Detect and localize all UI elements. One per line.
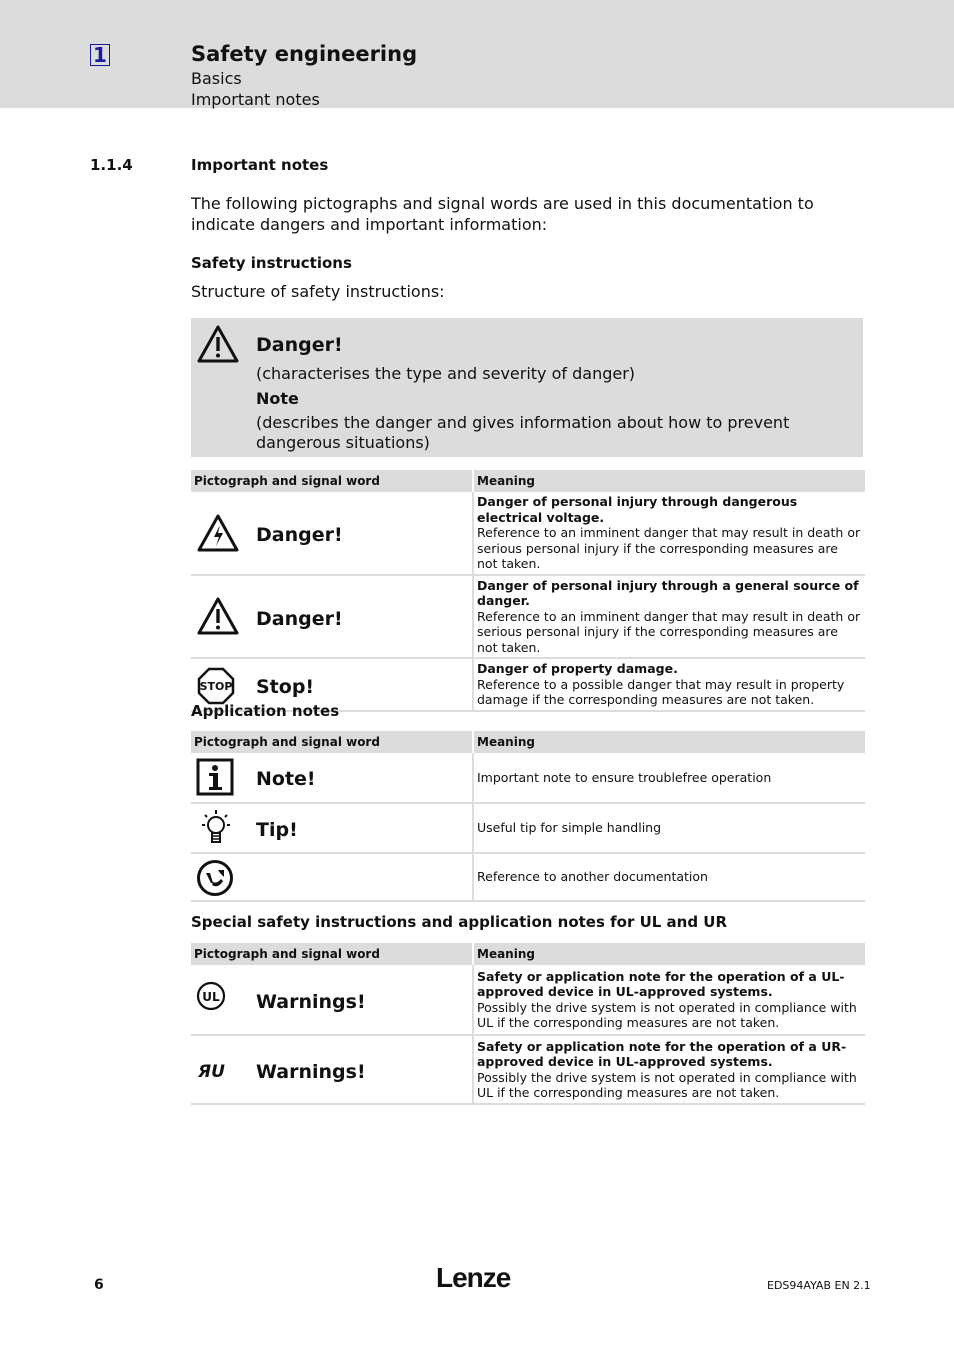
meaning-text: Important note to ensure troublefree operation [477, 769, 772, 785]
safety-table-header-pictograph: Pictograph and signal word [191, 470, 473, 492]
signal-word: Tip! [256, 819, 298, 841]
meaning-title: Danger of personal injury through a general source of danger. [477, 577, 859, 608]
ul-mark-icon [196, 981, 226, 1015]
signal-word: Danger! [256, 524, 343, 547]
general-danger-icon [196, 596, 240, 640]
table-row [191, 965, 865, 1035]
svg-text:UL: UL [202, 990, 220, 1004]
meaning-title: Safety or application note for the operation of a UR-approved device in UL-approved systems. [477, 1038, 847, 1069]
signal-word: Warnings! [256, 991, 366, 1013]
ul-table-header-meaning: Meaning [473, 943, 865, 965]
section-title: Important notes [191, 156, 329, 174]
meaning-text: Reference to another documentation [477, 869, 708, 885]
chapter-number-link[interactable]: 1 [90, 44, 110, 66]
lightbulb-icon [196, 809, 236, 851]
breadcrumb-important-notes: Important notes [191, 90, 320, 109]
meaning-title: Danger of property damage. [477, 661, 678, 677]
ul-notes-heading: Special safety instructions and application notes for UL and UR [191, 913, 728, 931]
intro-paragraph: The following pictographs and signal words are used in this documentation to indicate dangers and important information: [191, 194, 814, 234]
meaning-text: Possibly the drive system is not operated in compliance with UL if the corresponding measures are not taken. [477, 1069, 857, 1100]
application-table-header-pictograph: Pictograph and signal word [191, 731, 473, 753]
electrical-danger-icon [196, 513, 240, 557]
meaning-text: Reference to an imminent danger that may result in death or serious personal injury if the corresponding measures are not taken. [477, 525, 861, 571]
table-row [191, 803, 865, 853]
danger-box-title: Danger! [256, 334, 343, 356]
ul-table-header-pictograph: Pictograph and signal word [191, 943, 473, 965]
signal-word: Danger! [256, 607, 343, 630]
application-notes-table [191, 731, 865, 902]
chapter-title: Safety engineering [191, 42, 418, 66]
signal-word: Warnings! [256, 1061, 366, 1083]
meaning-title: Danger of personal injury through dangerous electrical voltage. [477, 494, 798, 525]
reference-icon [196, 859, 234, 901]
general-danger-icon [196, 324, 240, 368]
info-icon [196, 758, 234, 800]
safety-table [191, 470, 865, 712]
table-row [191, 492, 865, 575]
table-row [191, 853, 865, 901]
section-number: 1.1.4 [90, 156, 133, 174]
lenze-logo: Lenze [436, 1262, 511, 1293]
danger-box-note-label: Note [256, 389, 299, 408]
ul-notes-table [191, 943, 865, 1105]
meaning-text: Reference to a possible danger that may result in property damage if the corresponding measures are not taken. [477, 676, 845, 708]
table-row [191, 575, 865, 659]
signal-word: Stop! [256, 676, 315, 698]
structure-label: Structure of safety instructions: [191, 282, 445, 301]
svg-text:STOP: STOP [199, 680, 233, 693]
signal-word: Note! [256, 768, 316, 790]
safety-table-header-meaning: Meaning [473, 470, 865, 492]
application-notes-heading: Application notes [191, 702, 340, 720]
ur-mark-icon [196, 1060, 230, 1086]
application-table-header-meaning: Meaning [473, 731, 865, 753]
danger-box-type: (characterises the type and severity of danger) [256, 364, 636, 383]
header-band [0, 0, 954, 108]
breadcrumb-basics: Basics [191, 69, 242, 88]
document-id: EDS94AYAB EN 2.1 [767, 1279, 871, 1292]
safety-instructions-heading: Safety instructions [191, 254, 352, 272]
table-row [191, 1035, 865, 1104]
meaning-text: Reference to an imminent danger that may result in death or serious personal injury if the corresponding measures are not taken. [477, 608, 861, 655]
svg-text:ЯU: ЯU [198, 1062, 225, 1082]
meaning-title: Safety or application note for the operation of a UL-approved device in UL-approved systems. [477, 968, 845, 999]
meaning-text: Useful tip for simple handling [477, 820, 662, 836]
danger-structure-box [191, 318, 863, 457]
table-row [191, 753, 865, 803]
danger-box-description: (describes the danger and gives information about how to prevent dangerous situations) [256, 413, 790, 452]
meaning-text: Possibly the drive system is not operated in compliance with UL if the corresponding measures are not taken. [477, 999, 857, 1030]
page-number: 6 [94, 1277, 104, 1293]
